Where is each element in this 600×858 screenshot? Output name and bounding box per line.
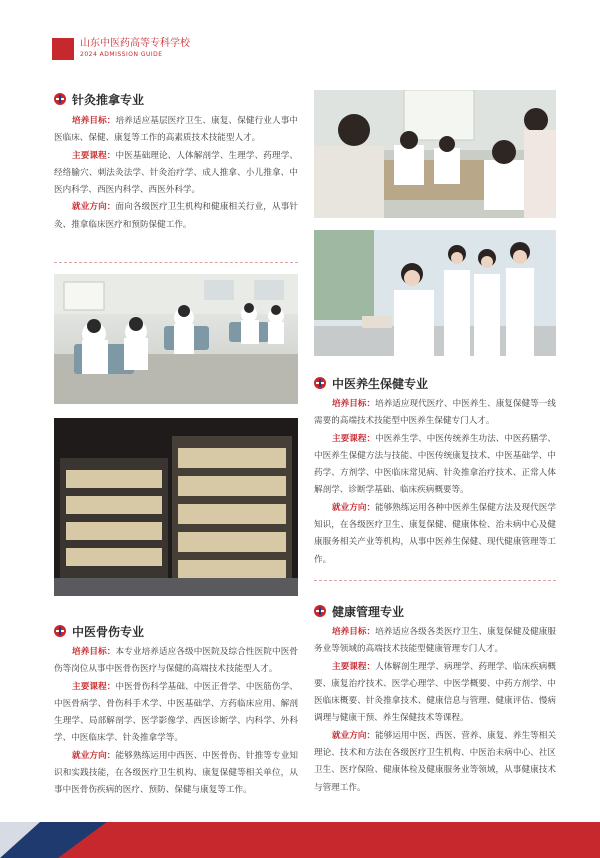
career-paragraph — [54, 748, 298, 800]
goal-text: 培养适应现代医疗、中医养生、康复保健等一线需要的高端技术技能型中医养生保健专门人才。 — [314, 399, 556, 427]
course-paragraph — [54, 679, 298, 748]
school-logo — [52, 38, 74, 60]
plus-circle-icon — [54, 93, 66, 105]
course-paragraph — [54, 148, 298, 200]
plus-circle-icon — [314, 605, 326, 617]
course-paragraph — [314, 431, 556, 500]
goal-paragraph — [54, 113, 298, 148]
section-title — [54, 622, 298, 640]
course-text: 中医骨伤科学基础、中医正骨学、中医筋伤学、中医骨病学、骨伤科手术学、中医基础学、方药临床应用、解剖生理学、局部解剖学、医学影像学、西医诊断学、内科学、外科学、中医临床学、针灸推拿学等。 — [54, 681, 298, 744]
goal-text: 培养适应各级各类医疗卫生、康复保健及健康服务业等领域的高端技术技能型健康管理专门人才。 — [314, 627, 556, 655]
specimen-cabinet-photo — [54, 418, 298, 596]
career-paragraph — [54, 199, 298, 234]
school-name: 山东中医药高等专科学校 — [80, 38, 190, 49]
page-header — [52, 38, 190, 60]
section-health-care — [314, 374, 556, 569]
goal-label: 培养目标： — [332, 399, 376, 409]
goal-label: 培养目标： — [72, 116, 116, 126]
plus-circle-icon — [54, 625, 66, 637]
section-title — [54, 90, 298, 108]
goal-text: 培养适应基层医疗卫生、康复、保健行业人事中医临床、保健、康复等工作的高素质技术技能型人才。 — [54, 116, 298, 144]
course-label: 主要课程： — [332, 433, 376, 444]
students-table-photo — [314, 90, 556, 218]
goal-paragraph — [314, 624, 556, 659]
course-text: 人体解剖生理学、病理学、药理学、临床疾病概要、康复治疗技术、医学心理学、中医学概要、中药方剂学、中医临床概要、针灸推拿技术、健康信息与管理、健康评估、慢病调理与健康干预、养生保健技术等课程。 — [314, 661, 556, 724]
goal-label: 培养目标： — [332, 627, 376, 637]
career-text: 能够熟练运用各种中医养生保健方法及现代医学知识，在各级医疗卫生、康复保健、健康体检、治未病中心及健康服务相关产业等机构，从事中医养生保健、现代健康管理等工作。 — [314, 502, 556, 565]
section-title — [314, 602, 556, 620]
section-title-text: 针灸推拿专业 — [72, 92, 145, 107]
classroom-photo — [54, 274, 298, 404]
course-label: 主要课程： — [72, 150, 116, 161]
footer-band-red — [58, 822, 600, 858]
divider — [54, 262, 298, 263]
course-paragraph — [314, 659, 556, 728]
section-title-text: 中医养生保健专业 — [332, 376, 429, 391]
course-label: 主要课程： — [72, 681, 116, 692]
guide-subtitle: 2024 ADMISSION GUIDE — [80, 51, 163, 58]
plus-circle-icon — [314, 377, 326, 389]
career-text: 能够运用中医、西医、营养、康复、养生等相关理论、技术和方法在各级医疗卫生机构、中医治未病中心、社区卫生、医疗保险、健康体检及健康服务业等领域，从事健康技术与管理工作。 — [314, 730, 556, 793]
course-label: 主要课程： — [332, 661, 376, 672]
section-orthopedics — [54, 622, 298, 800]
career-text: 能够熟练运用中西医、中医骨伤、针推等专业知识和实践技能，在各级医疗卫生机构、康复保健等相关单位，从事中医骨伤疾病的医疗、预防、保健与康复等工作。 — [54, 750, 298, 796]
divider — [314, 580, 556, 581]
goal-text: 本专业培养适应各级中医院及综合性医院中医骨伤等岗位从事中医骨伤医疗与保健的高端技术技能型人才。 — [54, 647, 298, 675]
goal-label: 培养目标： — [72, 647, 116, 657]
career-paragraph — [314, 500, 556, 569]
course-text: 中医养生学、中医传统养生功法、中医药膳学、中医养生保健方法与技能、中医传统康复技术、中医基础学、中药学、方剂学、中医临床常见病、针灸推拿治疗技术、正常人体解剖学、诊断学基础、临床疾病概要等。 — [314, 433, 556, 496]
goal-paragraph — [54, 644, 298, 679]
section-title — [314, 374, 556, 392]
goal-paragraph — [314, 396, 556, 431]
teacher-students-photo — [314, 230, 556, 356]
career-label: 就业方向： — [332, 502, 376, 513]
section-title-text: 中医骨伤专业 — [72, 624, 145, 639]
career-label: 就业方向： — [72, 750, 116, 761]
career-label: 就业方向： — [72, 202, 116, 213]
course-text: 中医基础理论、人体解剖学、生理学、药理学、经络腧穴、刺法灸法学、针灸治疗学、成人推拿、小儿推拿、中医内科学、西医内科学、西医外科学。 — [54, 150, 298, 196]
section-title-text: 健康管理专业 — [332, 604, 405, 619]
section-acupuncture — [54, 90, 298, 234]
career-paragraph — [314, 728, 556, 797]
section-health-management — [314, 602, 556, 797]
career-label: 就业方向： — [332, 730, 376, 741]
header-text — [80, 38, 190, 59]
career-text: 面向各级医疗卫生机构和健康相关行业，从事针灸、推拿临床医疗和预防保健工作。 — [54, 202, 298, 230]
